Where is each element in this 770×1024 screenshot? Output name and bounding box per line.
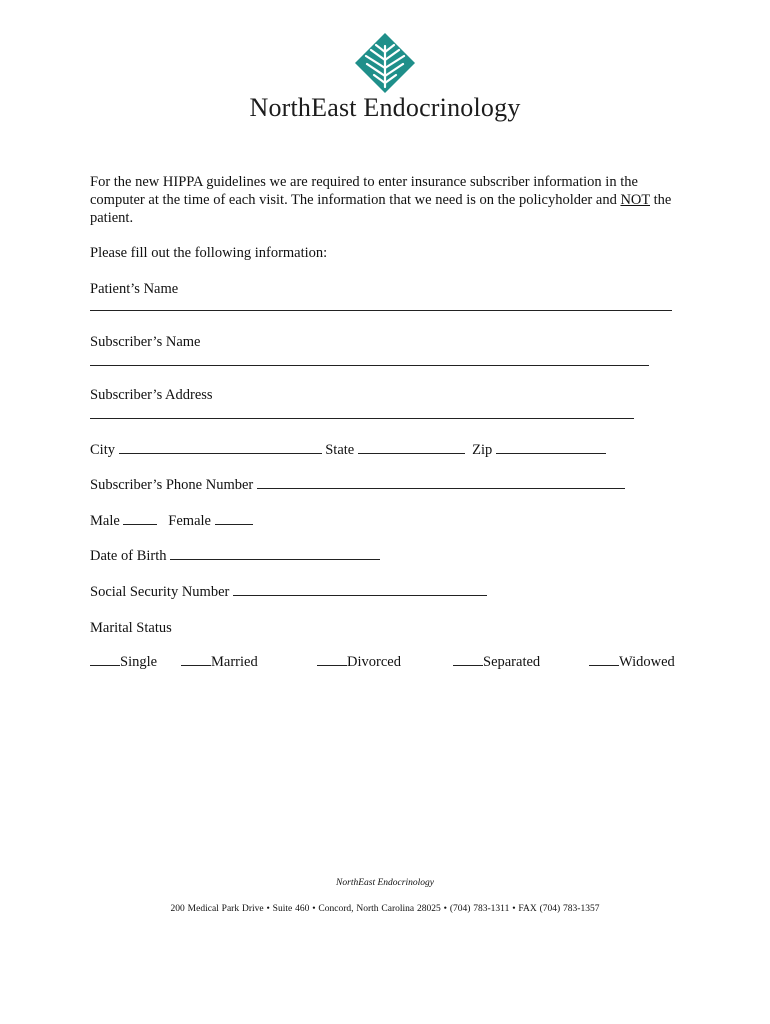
female-label: Female xyxy=(168,513,211,529)
widowed-label: Widowed xyxy=(619,654,675,670)
patient-name-label: Patient’s Name xyxy=(90,281,179,297)
intro-text-end: the patient. xyxy=(90,192,672,226)
intro-text: For the new HIPPA guidelines we are required to enter insurance subscriber information in the computer at the time of each visit. The information that we need is on the policyholder and xyxy=(90,174,638,208)
marital-option-separated[interactable] xyxy=(453,654,540,671)
city-state-zip-row xyxy=(90,441,606,459)
zip-label: Zip xyxy=(472,442,493,458)
female-field[interactable] xyxy=(215,512,253,525)
gender-row xyxy=(90,512,253,530)
subscriber-name-field[interactable] xyxy=(90,365,649,366)
male-field[interactable] xyxy=(123,512,157,525)
dob-field[interactable] xyxy=(170,547,380,560)
single-label: Single xyxy=(120,654,158,670)
tree-logo-icon xyxy=(354,32,416,94)
widowed-checkbox-line[interactable] xyxy=(589,654,619,666)
city-label: City xyxy=(90,442,115,458)
dob-label: Date of Birth xyxy=(90,548,167,564)
marital-option-divorced[interactable] xyxy=(317,654,401,671)
married-checkbox-line[interactable] xyxy=(181,654,211,666)
city-field[interactable] xyxy=(119,441,322,454)
phone-label: Subscriber’s Phone Number xyxy=(90,477,254,493)
marital-option-single[interactable] xyxy=(90,654,157,671)
male-label: Male xyxy=(90,513,120,529)
state-field[interactable] xyxy=(358,441,465,454)
dob-row xyxy=(90,547,380,565)
ssn-field[interactable] xyxy=(233,583,487,596)
instruction-text: Please fill out the following information: xyxy=(90,245,328,261)
separated-label: Separated xyxy=(483,654,541,670)
ssn-row xyxy=(90,583,487,601)
phone-field[interactable] xyxy=(257,476,625,489)
intro-emphasis: NOT xyxy=(620,192,650,208)
subscriber-name-label: Subscriber’s Name xyxy=(90,334,201,350)
phone-row xyxy=(90,476,625,494)
zip-field[interactable] xyxy=(496,441,606,454)
state-label: State xyxy=(325,442,355,458)
patient-name-field[interactable] xyxy=(90,310,672,311)
footer-address: 200 Medical Park Drive • Suite 460 • Concord, North Carolina 28025 • (704) 783-1311 • FAX (704) 783-1357 xyxy=(170,904,600,914)
marital-status-label: Marital Status xyxy=(90,620,172,636)
marital-option-widowed[interactable] xyxy=(589,654,675,671)
marital-option-married[interactable] xyxy=(181,654,258,671)
divorced-checkbox-line[interactable] xyxy=(317,654,347,666)
intro-paragraph xyxy=(90,173,690,227)
divorced-label: Divorced xyxy=(347,654,401,670)
married-label: Married xyxy=(211,654,258,670)
separated-checkbox-line[interactable] xyxy=(453,654,483,666)
single-checkbox-line[interactable] xyxy=(90,654,120,666)
brand-name: NorthEast Endocrinology xyxy=(249,93,521,122)
ssn-label: Social Security Number xyxy=(90,584,230,600)
subscriber-address-field[interactable] xyxy=(90,418,634,419)
subscriber-address-label: Subscriber’s Address xyxy=(90,387,213,403)
footer-practice-name: NorthEast Endocrinology xyxy=(336,878,434,888)
